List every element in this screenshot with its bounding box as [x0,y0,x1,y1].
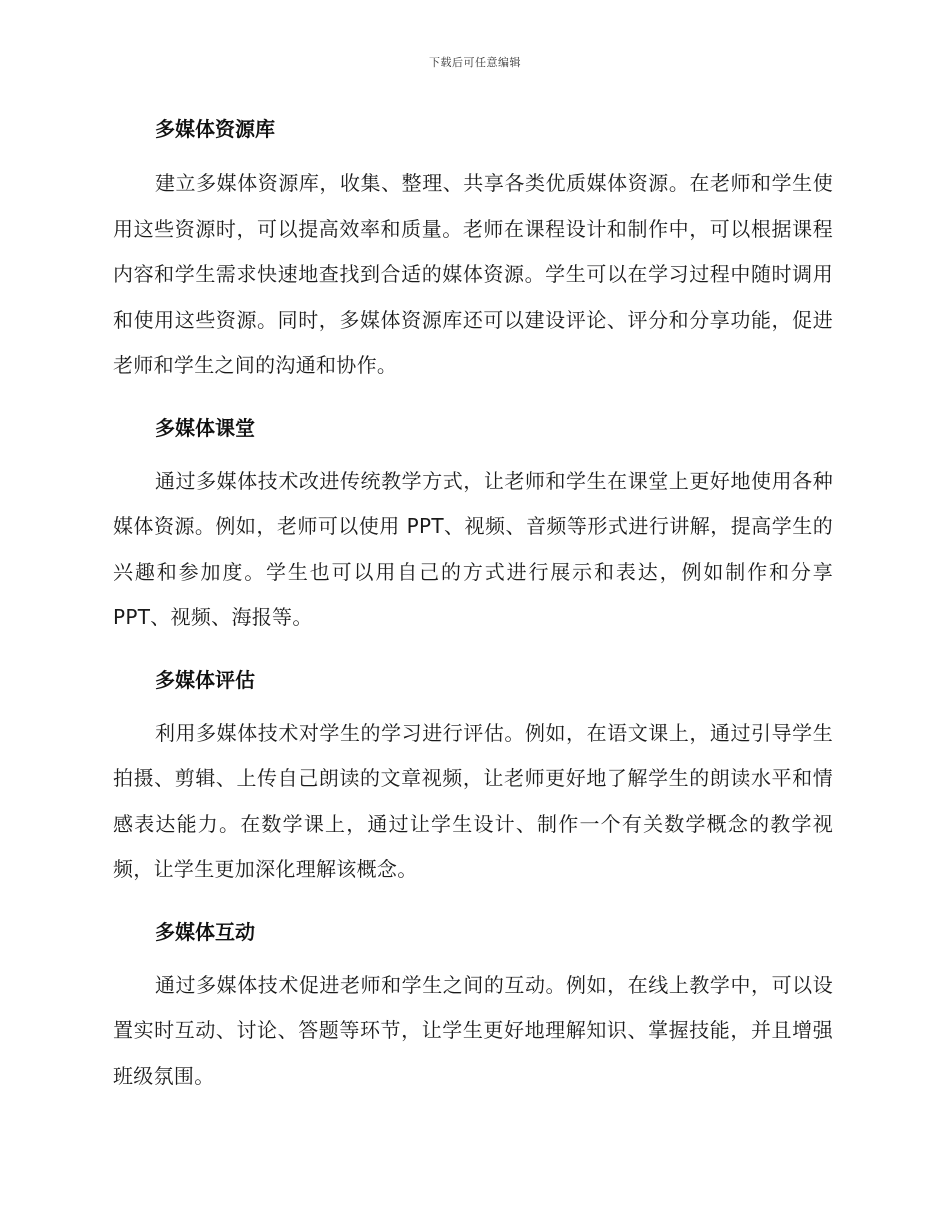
document-body [113,112,833,1099]
section-paragraph: 通过多媒体技术改进传统教学方式，让老师和学生在课堂上更好地使用各种媒体资源。例如，老师可以使用 PPT、视频、音频等形式进行讲解，提高学生的兴趣和参加度。学生也可以用自己的方式进行展示和表达，例如制作和分享 PPT、视频、海报等。 [113,468,833,629]
section-resource-library [113,112,833,389]
section-title: 多媒体评估 [155,667,255,692]
section-title: 多媒体资源库 [155,117,275,141]
section-multimedia-interaction [113,915,833,1100]
page-header: 下载后可任意编辑 [429,56,521,69]
section-paragraph: 通过多媒体技术促进老师和学生之间的互动。例如，在线上教学中，可以设置实时互动、讨论、答题等环节，让学生更好地理解知识、掌握技能，并且增强班级氛围。 [113,972,833,1088]
section-paragraph: 利用多媒体技术对学生的学习进行评估。例如，在语文课上，通过引导学生拍摄、剪辑、上传自己朗读的文章视频，让老师更好地了解学生的朗读水平和情感表达能力。在数学课上，通过让学生设计、制作一个有关数学概念的教学视频，让学生更加深化理解该概念。 [113,720,833,881]
section-paragraph: 建立多媒体资源库，收集、整理、共享各类优质媒体资源。在老师和学生使用这些资源时，可以提高效率和质量。老师在课程设计和制作中，可以根据课程内容和学生需求快速地查找到合适的媒体资源。学生可以在学习过程中随时调用和使用这些资源。同时，多媒体资源库还可以建设评论、评分和分享功能，促进老师和学生之间的沟通和协作。 [113,171,833,377]
section-multimedia-assessment [113,663,833,893]
section-title: 多媒体课堂 [155,415,255,440]
section-title: 多媒体互动 [155,919,255,944]
section-multimedia-classroom [113,411,833,641]
